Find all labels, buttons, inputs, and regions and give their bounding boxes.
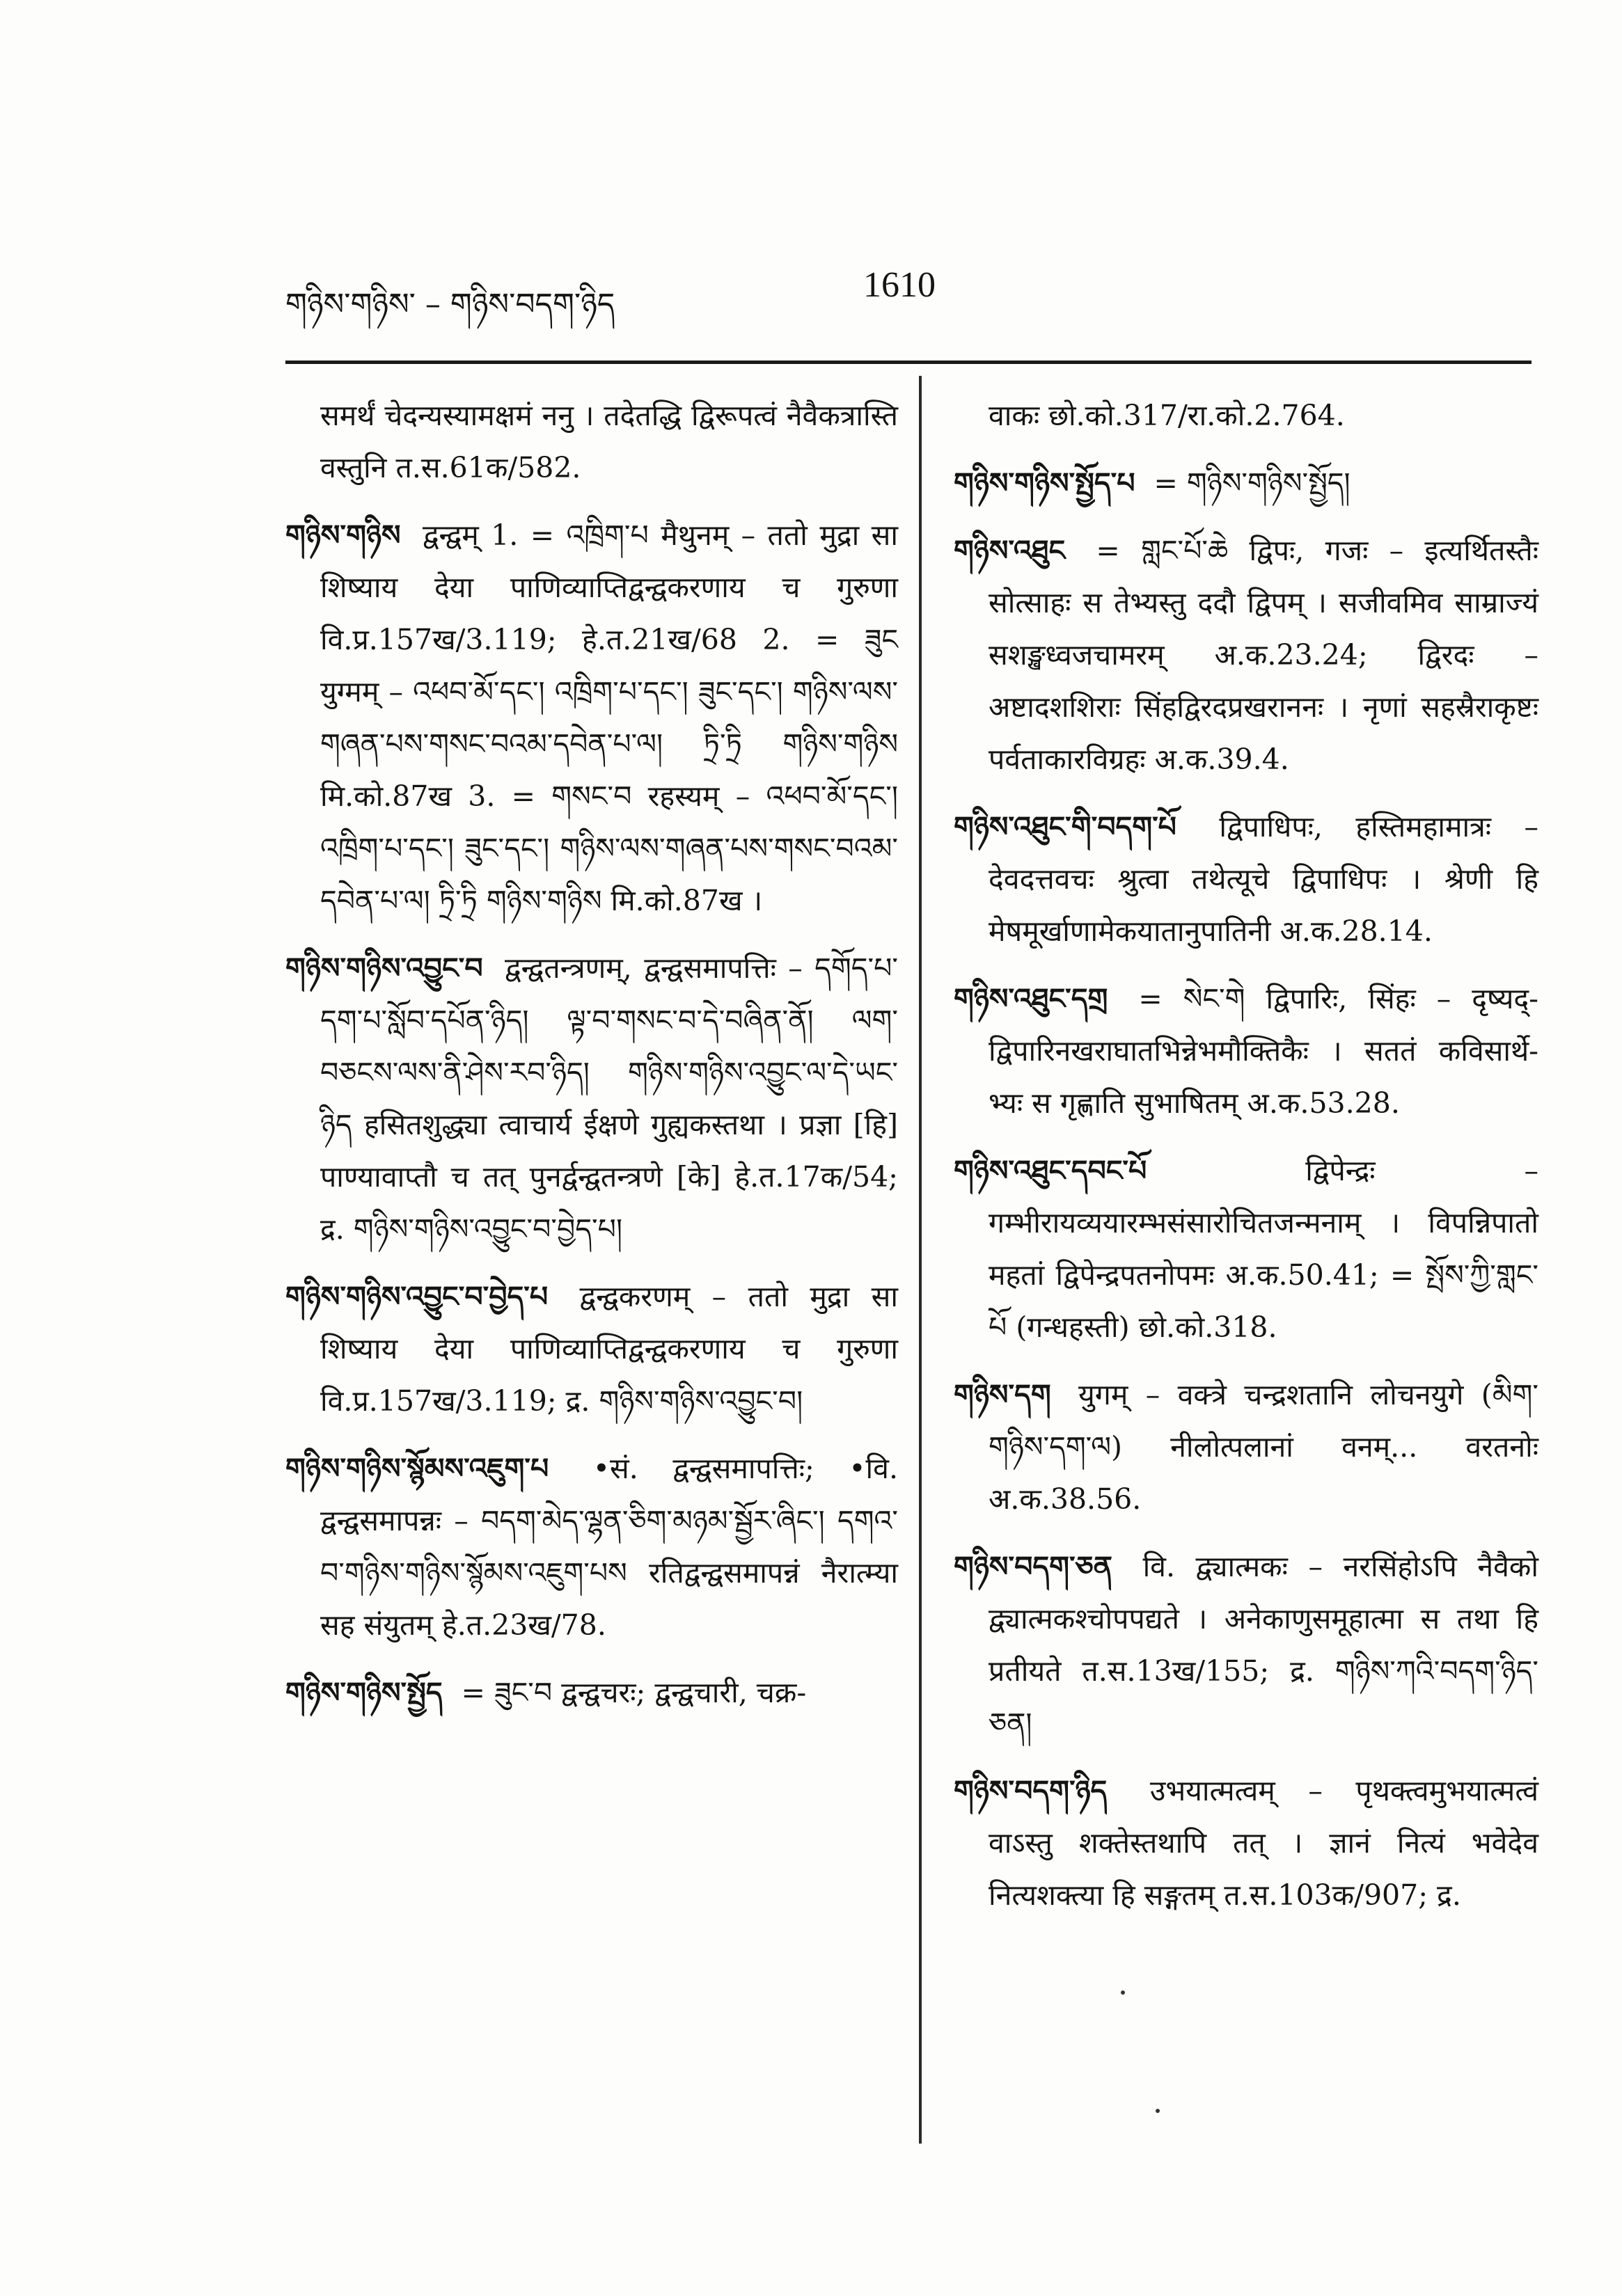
dictionary-entry <box>954 973 1538 1130</box>
entry-text: युगम् – वक्त्रे चन्द्रशतानि लोचनयुगे (མིག་གཉིས་དག་ལ) नीलोत्पलानां वनम्... वरतनोः अ.क.38.56. <box>989 1378 1538 1516</box>
running-head: གཉིས་གཉིས་ – གཉིས་བདག་ཉིད <box>285 287 615 322</box>
entry-text: उभयात्मत्वम् – पृथक्त्वमुभयात्मत्वं वाऽस्तु शक्तेस्तथापि तत् । ज्ञानं नित्यं भवेदेव नित्यशक्त्या हि सङ्गतम् त.स.103क/907; द्र. <box>989 1774 1538 1912</box>
dictionary-entry <box>954 1541 1538 1750</box>
header-rule <box>285 361 1532 364</box>
entry-headword: གཉིས་གཉིས་སྤྱོད་པ <box>954 466 1135 500</box>
dictionary-entry <box>285 509 898 927</box>
scan-speck <box>1156 2109 1160 2113</box>
entry-text: वाकः छो.को.317/रा.को.2.764. <box>989 399 1345 432</box>
dictionary-entry <box>285 1271 898 1427</box>
entry-headword: གཉིས་འཐུང <box>954 534 1066 567</box>
entry-text: = གཉིས་གཉིས་སྤྱོད། <box>1153 466 1351 500</box>
dictionary-entry <box>954 390 1538 442</box>
entry-headword: གཉིས་བདག་ཅན <box>954 1550 1113 1583</box>
dictionary-entry <box>954 1765 1538 1922</box>
dictionary-entry <box>954 457 1538 509</box>
entry-headword: གཉིས་གཉིས་སྙོམས་འཇུག་པ <box>285 1452 549 1485</box>
dictionary-entry <box>954 801 1538 958</box>
dictionary-entry <box>285 942 898 1256</box>
entry-headword: གཉིས་གཉིས་འབྱུང་བ་བྱེད་པ <box>285 1280 549 1313</box>
entry-text: वि. द्व्यात्मकः – नरसिंहोऽपि नैवैको द्व्यात्मकश्चोपपद्यते । अनेकाणुसमूहात्मा स तथा हि प्रतीयते त.स.13ख/155; द्र. གཉིས་ཀའི་བདག་ཉིད་ཅན། <box>989 1550 1538 1740</box>
entry-text: द्वन्द्वकरणम् – ततो मुद्रा सा शिष्याय देया पाणिव्याप्तिद्वन्द्वकरणाय च गुरुणा वि.प्र.157ख/3.119; द्र. གཉིས་གཉིས་འབྱུང་བ། <box>320 1280 898 1418</box>
entry-headword: གཉིས་གཉིས་སྤྱོད <box>285 1676 443 1709</box>
entry-headword: གཉིས་བདག་ཉིད <box>954 1774 1108 1807</box>
dictionary-entry <box>954 1145 1538 1354</box>
entry-text: = ཟུང་བ द्वन्द्वचरः; द्वन्द्वचारी, चक्र- <box>461 1676 807 1709</box>
dictionary-entry <box>954 525 1538 786</box>
dictionary-entry <box>285 1667 898 1719</box>
entry-headword: གཉིས་འཐུང་གི་བདག་པོ <box>954 810 1176 844</box>
dictionary-entry <box>954 1369 1538 1526</box>
entry-headword: གཉིས་དག <box>954 1378 1051 1411</box>
dictionary-entry <box>285 1443 898 1652</box>
entry-text: द्विपाधिपः, हस्तिमहामात्रः – देवदत्तवचः श्रुत्वा तथेत्यूचे द्विपाधिपः । श्रेणी हि मेषमूर्खाणामेकयातानुपातिनी अ.क.28.14. <box>989 810 1538 948</box>
entry-headword: གཉིས་གཉིས <box>285 518 401 552</box>
entry-text: = སེང་གེ द्विपारिः, सिंहः – दृष्यद्-द्विपारिनखराघातभिन्नेभमौक्तिकैः । सततं कविसार्थे- भ्यः स गृह्णाति सुभाषितम् अ.क.53.28. <box>989 982 1538 1120</box>
right-column <box>954 390 1538 1937</box>
entry-text: = གླང་པོ་ཆེ द्विपः, गजः – इत्यर्थितस्तैः सोत्साहः स तेभ्यस्तु ददौ द्विपम् । सजीवमिव साम्राज्यं सशङ्खध्वजचामरम् अ.क.23.24; द्विरदः – अष्टादशशिराः सिंहद्विरदप्रखराननः । नृणां सहस्रैराकृष्टः पर्वताकारविग्रहः अ.क.39.4. <box>989 534 1538 776</box>
entry-text: द्वन्द्वम् 1. = འཁྲིག་པ मैथुनम् – ततो मुद्रा सा शिष्याय देया पाणिव्याप्तिद्वन्द्वकरणाय च गुरुणा वि.प्र.157ख/3.119; हे.त.21ख/68 2. = ཟུང युग्मम् – འཕབ་མོ་དང་། འཁྲིག་པ་དང་། ཟུང་དང་། གཉིས་ལས་གཞན་པས་གསང་བའམ་དབེན་པ་ལ། ཏྲི་ཏྲི གཉིས་གཉིས मि.को.87ख 3. = གསང་བ रहस्यम् – འཕབ་མོ་དང་། འཁྲིག་པ་དང་། ཟུང་དང་། གཉིས་ལས་གཞན་པས་གསང་བའམ་དབེན་པ་ལ། ཏྲི་ཏྲི གཉིས་གཉིས मि.को.87ख । <box>320 518 898 917</box>
entry-text: द्विपेन्द्रः – गम्भीरायव्ययारम्भसंसारोचितजन्मनाम् । विपन्निपातो महतां द्विपेन्द्रपतनोपमः अ.क.50.41; = སྤོས་ཀྱི་གླང་པོ (गन्धहस्ती) छो.को.318. <box>989 1154 1538 1344</box>
dictionary-entry <box>285 390 898 494</box>
left-column <box>285 390 898 1734</box>
page-number: 1610 <box>863 265 936 305</box>
entry-headword: གཉིས་འཐུང་དགྲ <box>954 982 1108 1015</box>
entry-text: •सं. द्वन्द्वसमापत्तिः; •वि. द्वन्द्वसमापन्नः – བདག་མེད་ལྷན་ཅིག་མཉམ་སྦྱོར་ཞིང་། དགའ་བ་གཉིས་གཉིས་སྙོམས་འཇུག་པས रतिद्वन्द्वसमापन्नं नैरात्म्या सह संयुतम् हे.त.23ख/78. <box>320 1452 898 1642</box>
column-divider <box>919 376 922 2144</box>
entry-headword: གཉིས་འཐུང་དབང་པོ <box>954 1154 1147 1187</box>
entry-text: द्वन्द्वतन्त्रणम्, द्वन्द्वसमापत्तिः – དགོད་པ་དག་པ་སློབ་དཔོན་ཉིད། ལྟ་བ་གསང་བ་དེ་བཞིན་ནོ། ལག་བཅངས་ལས་ནི་ཤེས་རབ་ཉིད། གཉིས་གཉིས་འབྱུང་ལ་དེ་ཡང་ཉིད हसितशुद्ध्या त्वाचार्य ईक्षणे गुह्यकस्तथा । प्रज्ञा [हि] पाण्यावाप्तौ च तत् पुनर्द्वन्द्वतन्त्रणे [के] हे.त.17क/54; द्र. གཉིས་གཉིས་འབྱུང་བ་བྱེད་པ། <box>320 951 898 1246</box>
entry-headword: གཉིས་གཉིས་འབྱུང་བ <box>285 951 483 985</box>
entry-text: समर्थं चेदन्यस्यामक्षमं ननु । तदेतद्धि द्विरूपत्वं नैवैकत्रास्ति वस्तुनि त.स.61क/582. <box>320 399 898 484</box>
running-header <box>285 264 1532 320</box>
scan-speck <box>1121 1990 1125 1995</box>
